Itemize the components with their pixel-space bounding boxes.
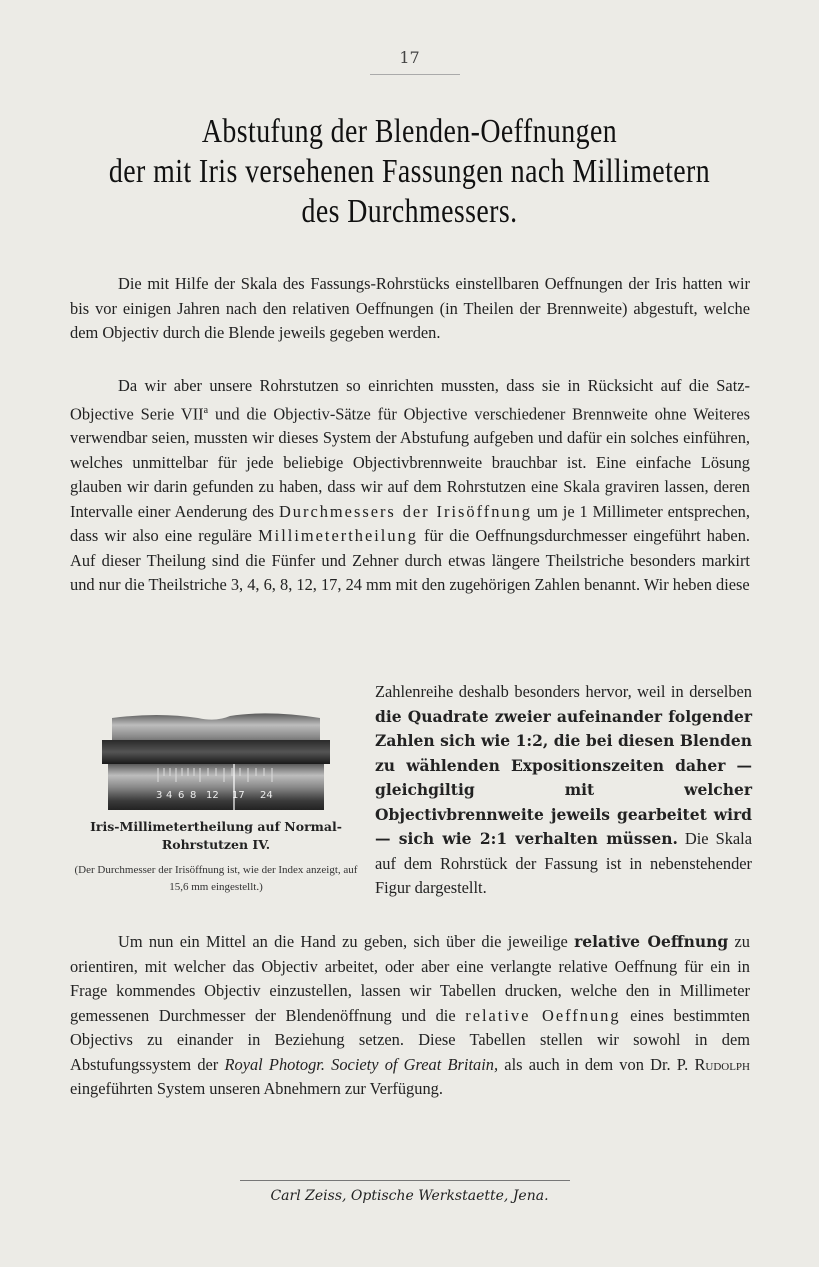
- p3-text-1: Um nun ein Mittel an die Hand zu geben, sich über die jeweilige: [118, 932, 575, 951]
- p2-spaced-2: Millimetertheilung: [258, 526, 418, 546]
- p3-text-2: zu orientiren, mit welcher das Objectiv arbeitet, oder aber eine verlangte relative Oeffnung für ein in Frage kommendes Objectiv einzustellen, lassen wir Tabellen drucken, welche den in Millimeter gemessenen Durchmesser der Blendenöffnung und die: [70, 932, 750, 1025]
- page-title: [98, 112, 720, 232]
- p2-text-2: und die Objectiv-Sätze für Objective verschiedener Brennweite ohne Weiteres verwendbar seien, mussten wir dieses System der Abstufung aufgeben und dafür ein solches einführen, welches unmittelbar für jede beliebige Objectivbrennweite brauchbar ist. Eine einfache Lösung glauben wir darin gefunden zu haben, dass wir auf dem Rohrstutzen eine Skala graviren lassen, deren Intervalle einer Aenderung des: [70, 403, 750, 521]
- footer-rule: [240, 1180, 570, 1181]
- paragraph-2-continuation: [375, 680, 752, 901]
- scale-label-4: 4: [166, 790, 173, 801]
- figure-note: (Der Durchmesser der Irisöffnung ist, wie der Index anzeigt, auf 15,6 mm eingestellt.): [74, 864, 358, 893]
- iris-scale-figure: [70, 712, 362, 922]
- scale-label-24: 24: [260, 790, 273, 801]
- title-line-3: des Durchmessers.: [301, 193, 518, 230]
- scale-label-3: 3: [156, 790, 163, 801]
- scale-label-6: 6: [178, 790, 185, 801]
- scale-label-17: 17: [232, 790, 245, 801]
- page-number: 17: [399, 48, 420, 67]
- scale-label-12: 12: [206, 790, 219, 801]
- title-line-1: Abstufung der Blenden-Oeffnungen: [201, 113, 618, 150]
- p2-text-4: für die Oeffnungsdurchmesser eingeführt haben. Auf dieser Theilung sind die Fünfer und Zehner durch etwas längere Theilstriche besonders markirt und nur die Theilstriche 3, 4, 6, 8, 12, 17, 24 mm mit den zugehörigen Zahlen benannt. Wir heben diese: [70, 526, 750, 595]
- publisher-footer: Carl Zeiss, Optische Werkstaette, Jena.: [270, 1188, 549, 1204]
- page-number-rule: [370, 74, 460, 75]
- scale-label-8: 8: [190, 790, 197, 801]
- tube-knurled-band: [102, 740, 330, 764]
- figure-caption: Iris-Millimetertheilung auf Normal-Rohrstutzen IV.: [90, 819, 342, 852]
- p2-text-1: Da wir aber unsere Rohrstutzen so einrichten mussten, dass sie in Rücksicht auf die Satz-Objective Serie VII: [70, 376, 750, 423]
- p3-text-4: als auch in dem von Dr. P.: [498, 1054, 695, 1074]
- p2-cont-text-2: Die Skala auf dem Rohrstück der Fassung ist in nebenstehender Figur dargestellt.: [375, 829, 752, 897]
- p2-bold-statement: die Quadrate zweier aufeinander folgender Zahlen sich wie 1:2, die bei diesen Blenden zu wählenden Expositionszeiten daher — gleichgiltig mit welcher Objectivbrennweite jeweils gearbeitet wird — sich wie 2:1 verhalten müssen.: [375, 706, 752, 848]
- p2-cont-text-1: Zahlenreihe deshalb besonders hervor, weil in derselben: [375, 682, 752, 701]
- p2-text-3: um je 1 Millimeter entsprechen, dass wir also eine reguläre: [70, 501, 750, 546]
- p3-text-5: eingeführten System unseren Abnehmern zur Verfügung.: [70, 1079, 443, 1098]
- p3-text-3: eines bestimmten Objectivs zu einander in Beziehung setzen. Diese Tabellen stellen wir sowohl in dem Abstufungssystem der: [70, 1005, 750, 1074]
- paragraph-3: [70, 930, 750, 1102]
- p2-spaced-1: Durchmessers der Irisöffnung: [278, 501, 532, 521]
- p3-smallcaps-1: Rudolph: [694, 1054, 750, 1074]
- title-line-2: der mit Iris versehenen Fassungen nach Millimetern: [108, 153, 711, 190]
- paragraph-2: [70, 374, 750, 598]
- p3-spaced-1: relative Oeffnung: [465, 1005, 621, 1025]
- iris-tube-illustration: [98, 712, 334, 814]
- p3-italic-1: Royal Photogr. Society of Great Britain,: [224, 1054, 499, 1074]
- paragraph-1: Die mit Hilfe der Skala des Fassungs-Rohrstücks einstellbaren Oeffnungen der Iris hatten wir bis vor einigen Jahren nach den relativen Oeffnungen (in Theilen der Brennweite) abgestuft, welche dem Objectiv durch die Blende jeweils gegeben werden.: [70, 274, 750, 342]
- p3-bold-1: relative Oeffnung: [574, 932, 729, 951]
- p2-superscript: a: [203, 404, 209, 416]
